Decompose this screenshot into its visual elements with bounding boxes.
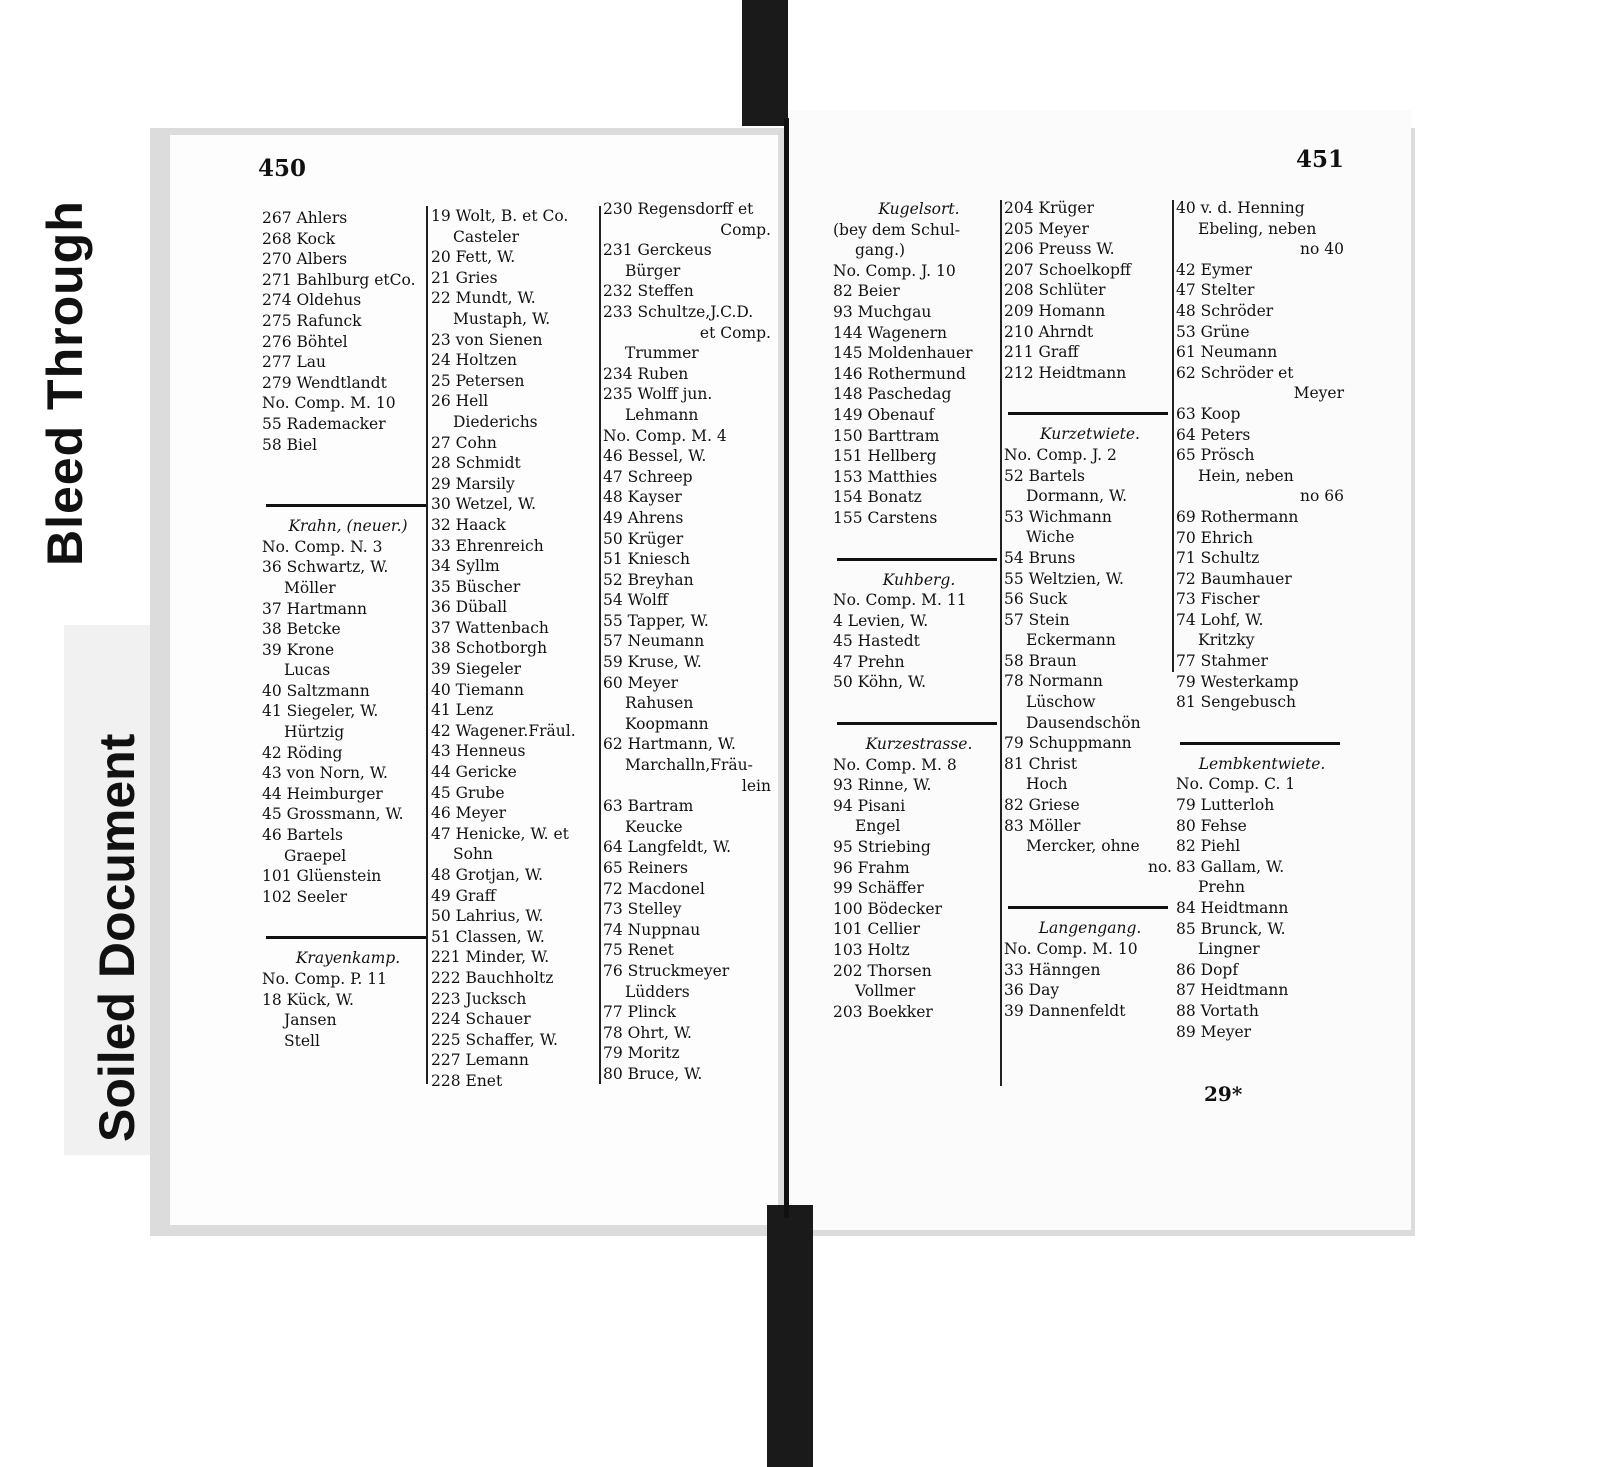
directory-entry: 276 Böhtel xyxy=(262,332,348,351)
directory-entry: 62 Hartmann, W. xyxy=(603,735,736,754)
directory-entry: 54 Bruns xyxy=(1004,548,1076,567)
directory-entry: 53 Grüne xyxy=(1176,322,1250,341)
directory-entry: no 66 xyxy=(1300,487,1344,506)
directory-entry: 150 Barttram xyxy=(833,426,940,445)
directory-entry: 19 Wolt, B. et Co. xyxy=(431,207,569,225)
directory-entry: 23 von Sienen xyxy=(431,330,543,349)
spacer xyxy=(1176,713,1348,733)
directory-entry: 47 Stelter xyxy=(1176,281,1255,300)
directory-entry: 24 Holtzen xyxy=(431,351,518,370)
directory-entry: 40 Tiemann xyxy=(431,680,525,699)
directory-entry: 59 Kruse, W. xyxy=(603,653,702,672)
directory-entry: 57 Stein xyxy=(1004,610,1070,629)
spacer xyxy=(262,907,434,927)
directory-entry: Lingner xyxy=(1198,940,1260,959)
directory-entry: 77 Stahmer xyxy=(1176,652,1269,671)
soiled-document-stamp: Soiled Document xyxy=(89,733,145,1142)
directory-entry: 225 Schaffer, W. xyxy=(431,1030,558,1049)
directory-entry: 58 Biel xyxy=(262,435,318,454)
directory-entry: 154 Bonatz xyxy=(833,488,922,507)
directory-entry: 94 Pisani xyxy=(833,796,906,815)
directory-entry: 231 Gerckeus xyxy=(603,241,712,260)
directory-entry: 84 Heidtmann xyxy=(1176,899,1289,917)
directory-entry: 81 Christ xyxy=(1004,754,1078,773)
directory-entry: Lucas xyxy=(284,661,331,680)
binding-strip-top xyxy=(742,0,788,126)
directory-entry: 63 Koop xyxy=(1176,404,1241,423)
directory-entry: Hürtzig xyxy=(284,723,345,742)
directory-entry: 33 Ehrenreich xyxy=(431,536,544,555)
directory-entry: 274 Oldehus xyxy=(262,291,362,310)
directory-entry: 78 Normann xyxy=(1004,672,1103,691)
directory-entry: 49 Graff xyxy=(431,886,496,905)
directory-entry: 80 Bruce, W. xyxy=(603,1064,703,1083)
directory-entry: Lüdders xyxy=(625,982,690,1001)
directory-entry: 47 Henicke, W. et xyxy=(431,824,569,843)
directory-entry: No. Comp. P. 11 xyxy=(262,970,388,988)
directory-entry: 55 Tapper, W. xyxy=(603,611,709,630)
directory-entry: 88 Vortath xyxy=(1176,1001,1259,1020)
directory-entry: 279 Wendtlandt xyxy=(262,373,387,392)
directory-entry: 206 Preuss W. xyxy=(1004,240,1115,259)
directory-entry: 228 Enet xyxy=(431,1071,503,1090)
directory-entry: gang.) xyxy=(855,241,906,260)
section-heading: Lembkentwiete. xyxy=(1198,754,1326,773)
directory-entry: 58 Braun xyxy=(1004,651,1077,670)
directory-entry: No. Comp. M. 11 xyxy=(833,591,967,610)
section-rule xyxy=(1180,742,1340,745)
section-rule xyxy=(266,504,426,507)
directory-entry: 65 Reiners xyxy=(603,859,688,877)
directory-entry: 52 Breyhan xyxy=(603,570,694,589)
directory-entry: 223 Jucksch xyxy=(431,989,527,1008)
directory-entry: No. Comp. N. 3 xyxy=(262,537,383,556)
directory-entry: 50 Lahrius, W. xyxy=(431,907,544,926)
directory-entry: Rahusen xyxy=(625,694,694,713)
directory-entry: Koopmann xyxy=(625,714,709,733)
page-gutter xyxy=(784,118,789,1218)
directory-entry: 65 Prösch xyxy=(1176,446,1255,465)
directory-entry: 46 Bartels xyxy=(262,826,344,845)
section-rule xyxy=(837,722,997,725)
directory-entry: 47 Schreep xyxy=(603,467,693,486)
directory-entry: 271 Bahlburg etCo. xyxy=(262,270,416,289)
spacer xyxy=(262,455,434,475)
directory-entry: Diederichs xyxy=(453,412,538,431)
directory-entry: 40 v. d. Henning xyxy=(1176,199,1305,217)
section-heading: Kuhberg. xyxy=(882,570,956,589)
directory-entry: 93 Muchgau xyxy=(833,302,932,321)
directory-entry: 45 Grube xyxy=(431,783,505,802)
directory-entry: 47 Prehn xyxy=(833,652,905,671)
directory-entry: 74 Nuppnau xyxy=(603,920,701,939)
directory-entry: 38 Schotborgh xyxy=(431,639,548,658)
directory-entry: 144 Wagenern xyxy=(833,323,947,342)
left-column-2 xyxy=(431,206,603,1092)
directory-entry: 36 Düball xyxy=(431,598,508,617)
directory-entry: 79 Westerkamp xyxy=(1176,672,1299,691)
directory-entry: 27 Cohn xyxy=(431,433,497,452)
directory-entry: 56 Suck xyxy=(1004,590,1068,609)
directory-entry: 82 Piehl xyxy=(1176,837,1241,856)
directory-entry: 37 Hartmann xyxy=(262,599,367,618)
directory-entry: 37 Wattenbach xyxy=(431,618,549,637)
directory-entry: 221 Minder, W. xyxy=(431,948,550,967)
directory-entry: 224 Schauer xyxy=(431,1010,531,1029)
directory-entry: 81 Sengebusch xyxy=(1176,693,1297,712)
directory-entry: Vollmer xyxy=(855,982,916,1001)
right-column-2 xyxy=(1004,198,1176,1021)
directory-entry: 93 Rinne, W. xyxy=(833,776,932,795)
directory-entry: Comp. xyxy=(720,220,771,239)
directory-entry: 43 von Norn, W. xyxy=(262,764,388,783)
directory-entry: No. Comp. C. 1 xyxy=(1176,775,1296,794)
directory-entry: Ebeling, neben xyxy=(1198,219,1317,238)
directory-entry: 267 Ahlers xyxy=(262,209,348,227)
directory-entry: 96 Frahm xyxy=(833,858,910,877)
directory-entry: 54 Wolff xyxy=(603,591,668,610)
directory-entry: 78 Ohrt, W. xyxy=(603,1023,692,1042)
directory-entry: 102 Seeler xyxy=(262,887,348,906)
directory-entry: No. Comp. M. 4 xyxy=(603,426,727,445)
directory-entry: No. Comp. M. 10 xyxy=(262,394,396,413)
directory-entry: 234 Ruben xyxy=(603,364,689,383)
directory-entry: (bey dem Schul- xyxy=(833,220,961,239)
directory-entry: 57 Neumann xyxy=(603,632,705,651)
directory-entry: No. Comp. M. 8 xyxy=(833,755,957,774)
directory-entry: 29 Marsily xyxy=(431,474,515,493)
directory-entry: Marchalln,Fräu- xyxy=(625,756,753,775)
directory-entry: 45 Grossmann, W. xyxy=(262,805,404,824)
directory-entry: 235 Wolff jun. xyxy=(603,385,713,404)
left-column-3 xyxy=(603,199,775,1085)
directory-entry: 39 Dannenfeldt xyxy=(1004,1001,1126,1020)
directory-entry: 75 Renet xyxy=(603,941,674,960)
directory-entry: 41 Siegeler, W. xyxy=(262,702,379,721)
directory-entry: 41 Lenz xyxy=(431,701,494,720)
directory-entry: 79 Lutterloh xyxy=(1176,796,1275,815)
directory-entry: 38 Betcke xyxy=(262,620,341,639)
directory-entry: Bürger xyxy=(625,261,681,280)
directory-entry: 204 Krüger xyxy=(1004,199,1094,217)
directory-entry: 145 Moldenhauer xyxy=(833,344,973,363)
directory-entry: 63 Bartram xyxy=(603,797,694,816)
directory-entry: 70 Ehrich xyxy=(1176,528,1253,547)
directory-entry: 48 Kayser xyxy=(603,488,682,507)
directory-entry: 82 Griese xyxy=(1004,796,1080,815)
directory-entry: Sohn xyxy=(453,845,493,864)
directory-entry: 42 Röding xyxy=(262,743,343,762)
directory-entry: 50 Krüger xyxy=(603,529,684,548)
directory-entry: Stell xyxy=(284,1031,320,1050)
directory-entry: 72 Macdonel xyxy=(603,879,705,898)
directory-entry: Möller xyxy=(284,578,336,597)
directory-entry: 30 Wetzel, W. xyxy=(431,495,537,514)
directory-entry: 268 Kock xyxy=(262,229,336,248)
directory-entry: 85 Brunck, W. xyxy=(1176,919,1286,938)
directory-entry: 44 Gericke xyxy=(431,763,517,782)
directory-entry: Hein, neben xyxy=(1198,466,1294,485)
directory-entry: 277 Lau xyxy=(262,353,327,372)
directory-entry: Prehn xyxy=(1198,878,1245,897)
directory-entry: 52 Bartels xyxy=(1004,466,1086,485)
directory-entry: 44 Heimburger xyxy=(262,784,383,803)
directory-entry: 210 Ahrndt xyxy=(1004,322,1094,341)
directory-entry: 43 Henneus xyxy=(431,742,526,761)
directory-entry: 232 Steffen xyxy=(603,282,694,301)
directory-entry: 33 Hänngen xyxy=(1004,960,1101,979)
directory-entry: Hoch xyxy=(1026,775,1068,794)
section-rule xyxy=(837,558,997,561)
directory-entry: lein xyxy=(741,776,771,795)
directory-entry: 39 Siegeler xyxy=(431,660,522,679)
right-column-1 xyxy=(833,199,1005,1022)
directory-entry: Wiche xyxy=(1026,528,1075,547)
directory-entry: 222 Bauchholtz xyxy=(431,968,554,987)
directory-entry: 62 Schröder et xyxy=(1176,363,1294,382)
directory-entry: 55 Rademacker xyxy=(262,414,386,433)
directory-entry: 64 Langfeldt, W. xyxy=(603,838,732,857)
section-rule xyxy=(1008,412,1168,415)
directory-entry: 18 Kück, W. xyxy=(262,990,354,1009)
directory-entry: 48 Schröder xyxy=(1176,301,1274,320)
section-rule xyxy=(266,936,426,939)
directory-entry: 233 Schultze,J.C.D. xyxy=(603,302,754,321)
directory-entry: 42 Wagener.Fräul. xyxy=(431,721,576,740)
directory-entry: 64 Peters xyxy=(1176,425,1251,444)
directory-entry: 73 Stelley xyxy=(603,900,682,919)
section-heading: Kugelsort. xyxy=(878,200,960,218)
directory-entry: 69 Rothermann xyxy=(1176,507,1299,526)
right-column-3 xyxy=(1176,198,1348,1042)
spacer xyxy=(262,475,434,495)
directory-entry: 46 Bessel, W. xyxy=(603,447,707,466)
directory-entry: 101 Cellier xyxy=(833,920,920,939)
section-heading: Krahn, (neuer.) xyxy=(288,517,408,536)
section-rule xyxy=(1008,906,1168,909)
directory-entry: 103 Holtz xyxy=(833,941,910,959)
directory-entry: 83 Gallam, W. xyxy=(1176,857,1285,876)
section-heading: Krayenkamp. xyxy=(295,949,401,968)
directory-entry: 211 Graff xyxy=(1004,343,1079,362)
directory-entry: Lehmann xyxy=(625,405,699,424)
directory-entry: 151 Hellberg xyxy=(833,447,937,466)
directory-entry: 73 Fischer xyxy=(1176,590,1260,609)
directory-entry: 76 Struckmeyer xyxy=(603,961,730,980)
directory-entry: Mustaph, W. xyxy=(453,309,551,328)
directory-entry: 212 Heidtmann xyxy=(1004,363,1127,382)
directory-entry: 22 Mundt, W. xyxy=(431,289,536,308)
directory-entry: 149 Obenauf xyxy=(833,405,935,424)
directory-entry: Engel xyxy=(855,817,901,836)
directory-entry: 26 Hell xyxy=(431,392,489,411)
directory-entry: no. xyxy=(1148,857,1172,876)
directory-entry: Eckermann xyxy=(1026,631,1116,650)
directory-entry: 45 Hastedt xyxy=(833,632,920,651)
directory-entry: 53 Wichmann xyxy=(1004,507,1112,526)
left-page-number: 450 xyxy=(258,155,307,182)
directory-entry: 25 Petersen xyxy=(431,371,525,390)
directory-entry: et Comp. xyxy=(699,323,771,342)
directory-entry: 77 Plinck xyxy=(603,1003,677,1022)
directory-entry: 34 Syllm xyxy=(431,557,500,576)
directory-entry: 42 Eymer xyxy=(1176,260,1253,279)
directory-entry: 79 Moritz xyxy=(603,1044,680,1063)
spacer xyxy=(833,529,1005,549)
directory-entry: 83 Möller xyxy=(1004,816,1081,835)
directory-entry: 205 Meyer xyxy=(1004,219,1089,238)
directory-entry: 36 Schwartz, W. xyxy=(262,558,389,577)
directory-entry: 36 Day xyxy=(1004,981,1060,1000)
directory-entry: Graepel xyxy=(284,846,347,865)
left-column-1 xyxy=(262,208,434,1051)
directory-entry: 82 Beier xyxy=(833,282,900,301)
right-page-number: 451 xyxy=(1296,146,1345,173)
binding-strip-bottom xyxy=(767,1205,813,1467)
directory-entry: 275 Rafunck xyxy=(262,311,362,330)
directory-entry: 79 Schuppmann xyxy=(1004,734,1132,753)
directory-entry: 60 Meyer xyxy=(603,673,679,692)
directory-entry: Keucke xyxy=(625,817,683,836)
spacer xyxy=(1004,383,1176,403)
directory-entry: 49 Ahrens xyxy=(603,508,684,527)
directory-entry: 100 Bödecker xyxy=(833,899,942,918)
directory-entry: 87 Heidtmann xyxy=(1176,981,1289,1000)
directory-entry: 230 Regensdorff et xyxy=(603,200,754,218)
directory-entry: Casteler xyxy=(453,227,519,246)
directory-entry: 74 Lohf, W. xyxy=(1176,610,1264,629)
spacer xyxy=(833,693,1005,713)
section-heading: Langengang. xyxy=(1038,919,1142,938)
directory-entry: 89 Meyer xyxy=(1176,1022,1252,1041)
directory-entry: 86 Dopf xyxy=(1176,960,1239,979)
directory-entry: Dausendschön xyxy=(1026,713,1141,732)
directory-entry: 55 Weltzien, W. xyxy=(1004,569,1124,588)
directory-entry: 48 Grotjan, W. xyxy=(431,866,544,884)
directory-entry: Dormann, W. xyxy=(1026,487,1128,506)
directory-entry: No. Comp. J. 2 xyxy=(1004,445,1117,464)
directory-entry: 227 Lemann xyxy=(431,1051,529,1070)
directory-entry: 153 Matthies xyxy=(833,467,938,486)
bleed-through-stamp: Bleed Through xyxy=(37,200,93,566)
directory-entry: 40 Saltzmann xyxy=(262,681,370,700)
directory-entry: 202 Thorsen xyxy=(833,961,932,980)
directory-entry: 146 Rothermund xyxy=(833,364,966,383)
directory-entry: 209 Homann xyxy=(1004,301,1106,320)
directory-entry: 71 Schultz xyxy=(1176,549,1260,568)
directory-entry: 99 Schäffer xyxy=(833,879,924,898)
directory-entry: Lüschow xyxy=(1026,693,1096,712)
directory-entry: 95 Striebing xyxy=(833,838,931,857)
directory-entry: 72 Baumhauer xyxy=(1176,569,1292,588)
directory-entry: 148 Paschedag xyxy=(833,385,952,404)
directory-entry: 270 Albers xyxy=(262,250,348,269)
directory-entry: 46 Meyer xyxy=(431,804,507,823)
directory-entry: Kritzky xyxy=(1198,631,1255,650)
section-heading: Kurzetwiete. xyxy=(1040,425,1140,444)
directory-entry: 32 Haack xyxy=(431,515,506,534)
directory-entry: 51 Kniesch xyxy=(603,550,690,569)
directory-entry: 203 Boekker xyxy=(833,1002,933,1021)
directory-entry: Mercker, ohne xyxy=(1026,837,1140,856)
signature-mark: 29* xyxy=(1204,1082,1243,1106)
directory-entry: Meyer xyxy=(1293,384,1344,403)
section-heading: Kurzestrasse. xyxy=(865,735,973,754)
directory-entry: 39 Krone xyxy=(262,640,335,659)
directory-entry: 21 Gries xyxy=(431,268,498,287)
spacer xyxy=(1004,877,1176,897)
directory-entry: No. Comp. M. 10 xyxy=(1004,940,1138,958)
directory-entry: 207 Schoelkopff xyxy=(1004,260,1131,279)
directory-entry: 155 Carstens xyxy=(833,508,938,527)
directory-entry: 61 Neumann xyxy=(1176,343,1278,362)
directory-entry: Jansen xyxy=(284,1011,337,1030)
directory-entry: 101 Glüenstein xyxy=(262,867,382,886)
directory-entry: no 40 xyxy=(1300,240,1344,259)
directory-entry: 50 Köhn, W. xyxy=(833,673,927,692)
directory-entry: 80 Fehse xyxy=(1176,816,1247,835)
directory-entry: 20 Fett, W. xyxy=(431,248,516,267)
directory-entry: No. Comp. J. 10 xyxy=(833,261,956,280)
directory-entry: Trummer xyxy=(625,344,699,363)
directory-entry: 4 Levien, W. xyxy=(833,611,929,630)
directory-entry: 51 Classen, W. xyxy=(431,927,545,946)
directory-entry: 208 Schlüter xyxy=(1004,281,1106,300)
directory-entry: 28 Schmidt xyxy=(431,454,521,473)
directory-entry: 35 Büscher xyxy=(431,577,521,596)
